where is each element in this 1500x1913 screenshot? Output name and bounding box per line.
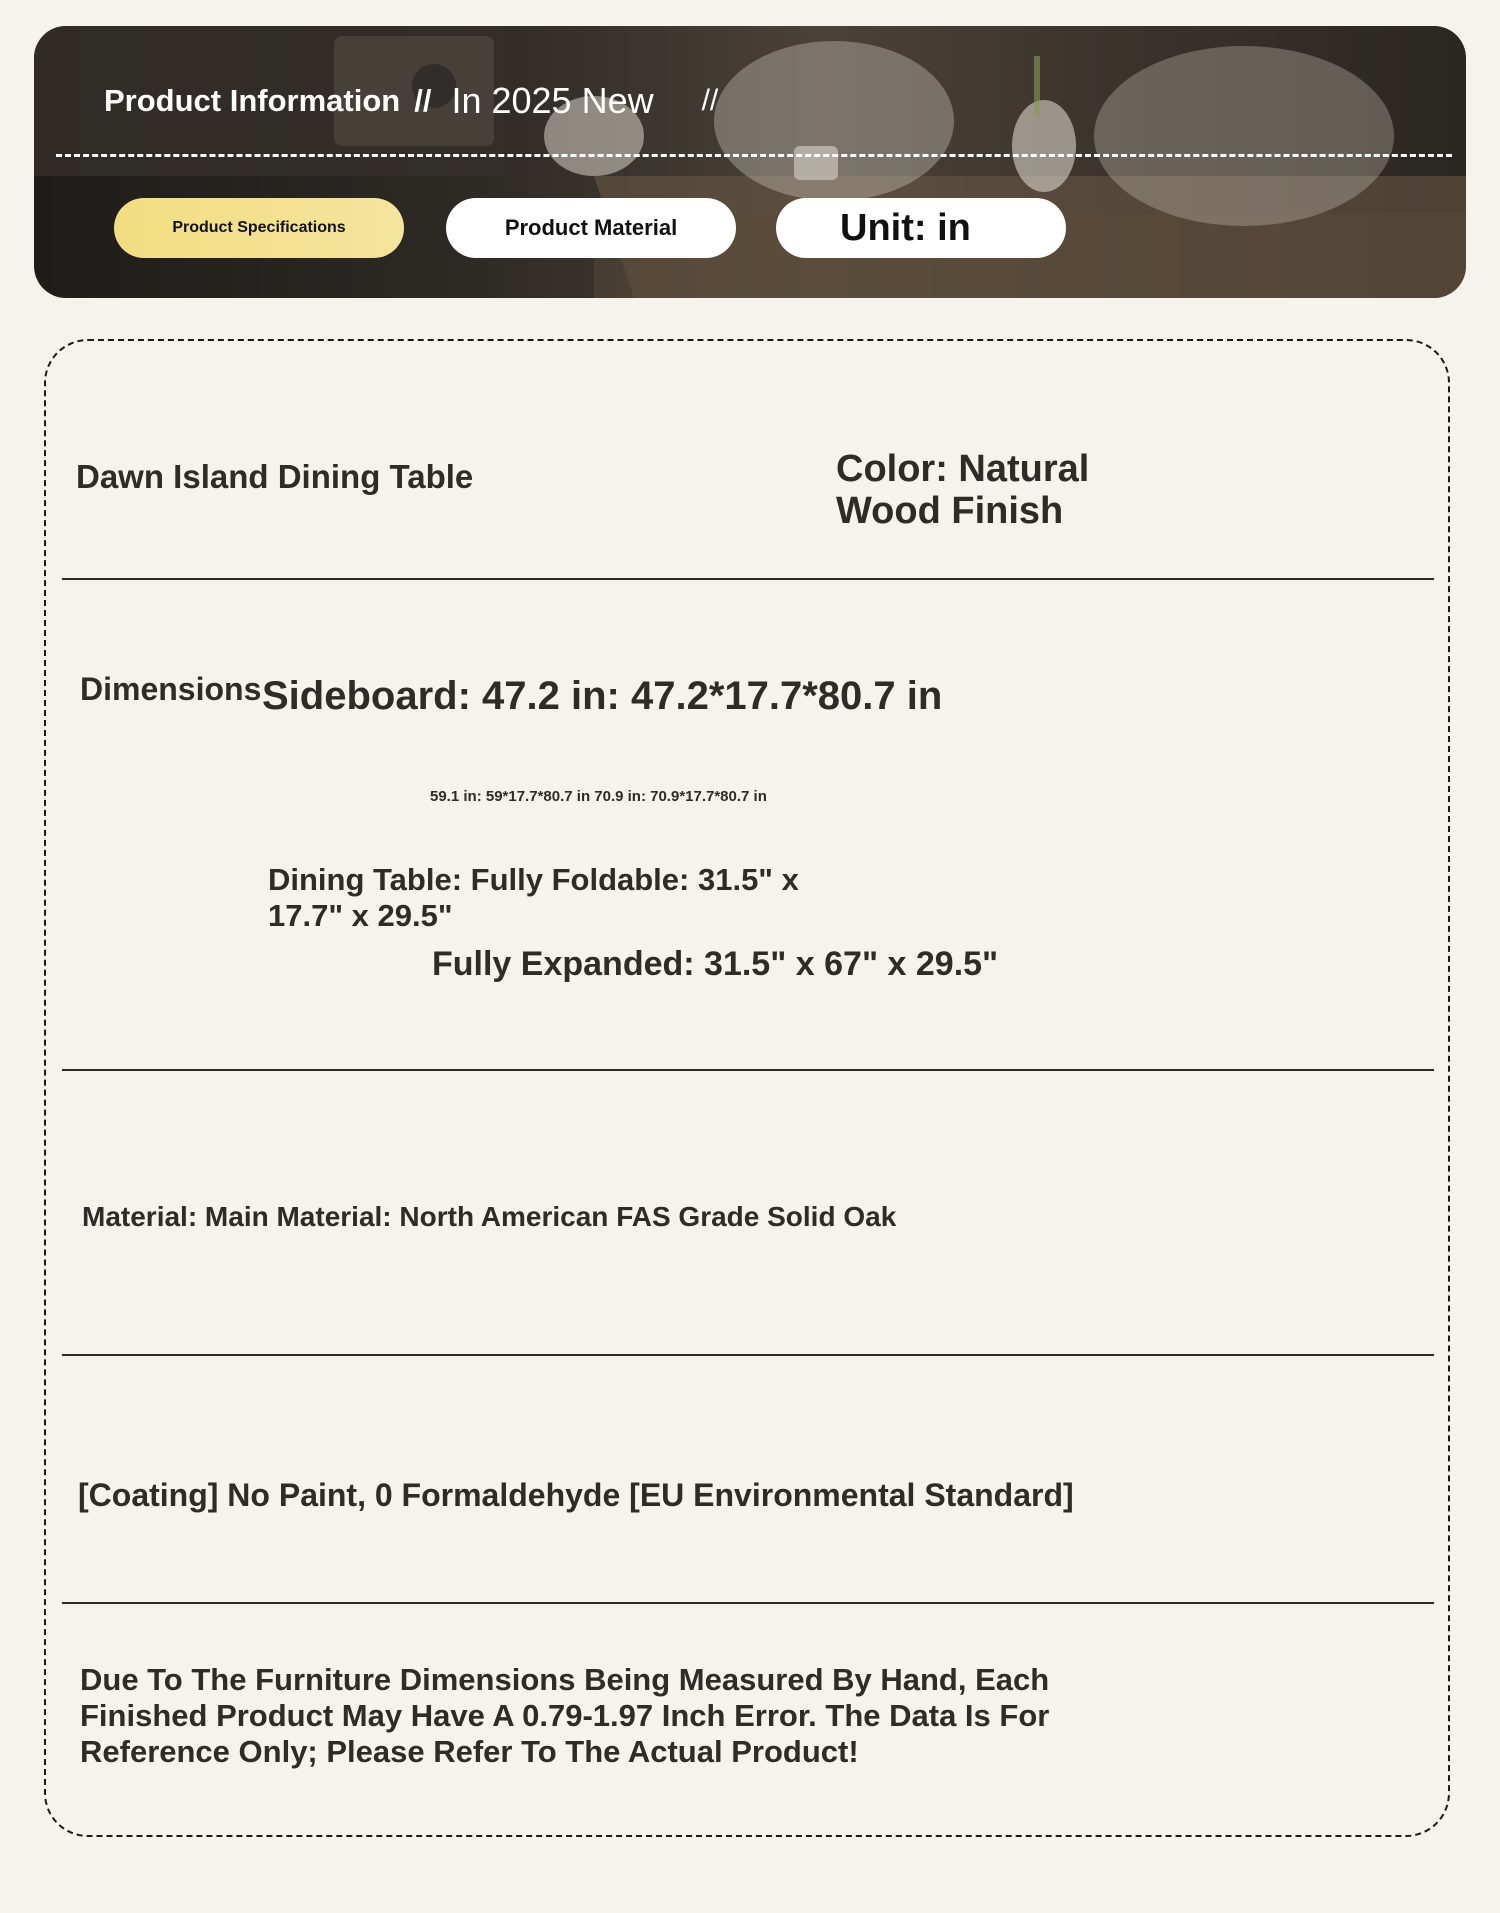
sideboard-size-options: 59.1 in: 59*17.7*80.7 in 70.9 in: 70.9*17.7*80.7 in (430, 788, 767, 805)
dining-expanded-dimensions: Fully Expanded: 31.5" x 67" x 29.5" (432, 945, 999, 983)
page-subtitle: In 2025 New (451, 80, 654, 121)
specs-card (44, 339, 1450, 1837)
subtitle-separator: // (701, 84, 719, 117)
measurement-note: Due To The Furniture Dimensions Being Measured By Hand, Each Finished Product May Have A 0.79-1.97 Inch Error. The Data Is For Reference Only; Please Refer To The Actual Product! (80, 1662, 1050, 1769)
divider (62, 1069, 1434, 1071)
unit-badge: Unit: in (776, 198, 1066, 258)
banner-divider (56, 154, 1452, 157)
product-name: Dawn Island Dining Table (76, 458, 474, 495)
dimensions-label: Dimensions (80, 671, 262, 707)
divider (62, 1354, 1434, 1356)
title-separator: // (414, 83, 432, 118)
banner-title-row (104, 76, 718, 126)
header-banner (34, 26, 1466, 298)
product-material: Material: Main Material: North American FAS Grade Solid Oak (82, 1201, 897, 1232)
sideboard-dimensions: Sideboard: 47.2 in: 47.2*17.7*80.7 in (262, 674, 943, 718)
page-title: Product Information (104, 83, 401, 118)
divider (62, 578, 1434, 580)
tab-product-specifications[interactable]: Product Specifications (114, 198, 404, 258)
dining-folded-dimensions: Dining Table: Fully Foldable: 31.5" x 17.7" x 29.5" (268, 862, 799, 933)
product-color: Color: Natural Wood Finish (836, 448, 1090, 532)
tab-product-material[interactable]: Product Material (446, 198, 736, 258)
coating-info: [Coating] No Paint, 0 Formaldehyde [EU Environmental Standard] (78, 1477, 1074, 1513)
divider (62, 1602, 1434, 1604)
